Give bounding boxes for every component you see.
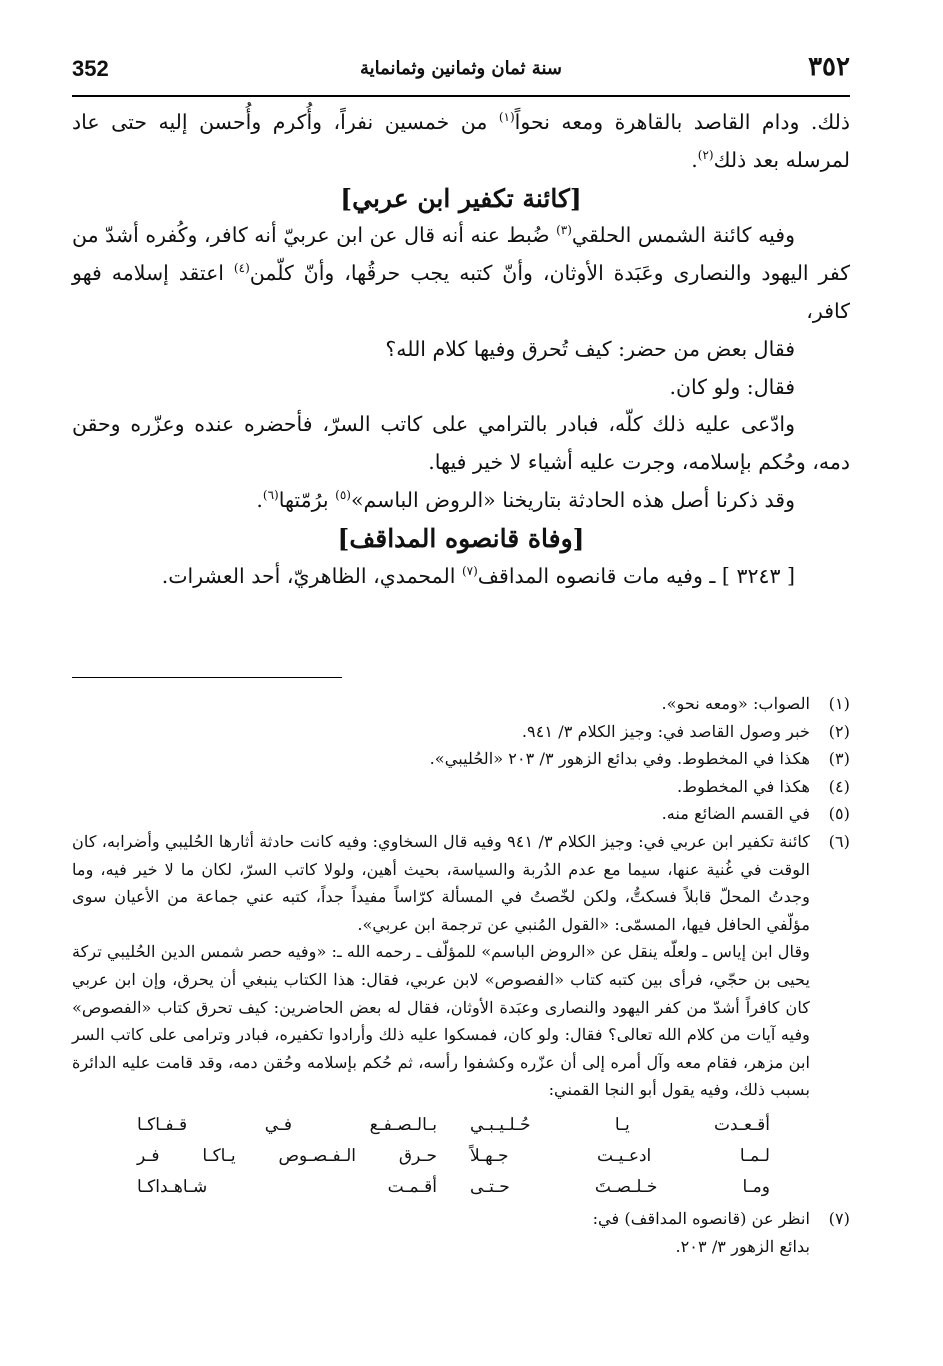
footnote-ref: (٢): [697, 147, 714, 162]
footnote-ref: (٦): [262, 488, 279, 503]
poem-hemistich: حـرق الـفـصـوص يـاكـا فـر: [137, 1145, 437, 1166]
footnote-text: هكذا في المخطوط. وفي بدائع الزهور ٣/ ٢٠٣ «الحُليبي».: [429, 749, 810, 769]
footnote: [72, 773, 850, 801]
paragraph: وادّعى عليه ذلك كلّه، فبادر بالترامي على كاتب السرّ، فأحضره عنده وعزّره وحقن دمه، وحُكم بإسلامه، وجرت عليه أشياء لا خير فيها.: [72, 412, 850, 475]
footnote: [72, 690, 850, 718]
footnote-number: (٣): [828, 749, 850, 769]
footnotes: [72, 690, 850, 1260]
footnote: [72, 1205, 850, 1260]
footnote: [72, 800, 850, 828]
footnote-text: خبر وصول القاصد في: وجيز الكلام ٣/ ٩٤١.: [521, 721, 810, 741]
footnote-text: كائنة تكفير ابن عربي في: وجيز الكلام ٣/ ٩٤١ وفيه قال السخاوي: وفيه كانت حادثة أثارها الحُليبي وأضرابه، كان الوقت في غُنية عنها، سيما مع عدم الدُربة والسياسة، بحيث أهين، ولولا كاتب السرّ، لكان ما لا خير فيه، وما وجدتُ المحلّ قابلاً فسكتُّ، ولكن لخّصتُ في المسألة كرّاساً مفيداً جداً، كتبه عني جماعة من الأعيان سوى مؤلّفي الحافل فيها، المسمّى: «القول المُنبي عن ترجمة ابن عربي».: [72, 831, 810, 934]
poem-verse: [72, 1174, 810, 1205]
poem-verse: [72, 1143, 810, 1174]
paragraph: وفيه كائنة الشمس الحلقي$^{(٣)}$ ضُبط عنه أنه قال عن ابن عربيّ أنه كافر، وكُفره أشدّ من كفر اليهود والنصارى وعَبَدة الأوثان، وأنّ كتبه يجب حرقُها، وأنّ كلّمن$^{(٤)}$ اعتقد إسلامه فهو كافر،: [72, 223, 850, 323]
section-heading: [وفاة قانصوه المداقف]: [337, 523, 585, 553]
footnote-ref: (٥): [335, 488, 351, 503]
poem-hemistich: أقـمـت شـاهـداكـا: [137, 1176, 437, 1197]
footnote-text: في القسم الضائع منه.: [661, 804, 810, 824]
paragraph: وقد ذكرنا أصل هذه الحادثة بتاريخنا «الروض الباسم»$^{(٥)}$ برُمّتها$^{(٦)}$.: [256, 487, 795, 512]
poem-verse: [72, 1112, 810, 1143]
footnote: [72, 828, 850, 1205]
poem-hemistich: بـالـصـفـع فـي قـفـاكـا: [137, 1114, 437, 1135]
footnote-ref: (١): [498, 110, 515, 125]
main-text: [72, 104, 850, 595]
footnote-number: (٢): [828, 721, 850, 741]
poem-hemistich: لـمـا ادعـيـت جـهـلاً: [470, 1145, 770, 1166]
footnote-ref: (٤): [233, 261, 250, 276]
footnote: [72, 718, 850, 746]
page-number-arabic: ٣٥٢: [808, 52, 850, 82]
footnote-text: بدائع الزهور ٣/ ٢٠٣.: [675, 1236, 810, 1256]
paragraph: فقال بعض من حضر: كيف تُحرق وفيها كلام الله؟: [385, 336, 795, 361]
footnote-number: (٧): [828, 1208, 850, 1228]
page-number-latin: 352: [72, 56, 109, 81]
running-title: سنة ثمان وثمانين وثمانماية: [360, 58, 562, 79]
poem: [72, 1112, 810, 1205]
footnote-number: (٤): [828, 776, 850, 796]
footnote-text: وقال ابن إياس ـ ولعلّه ينقل عن «الروض الباسم» للمؤلّف ـ رحمه الله ـ: «وفيه حصر شمس الدين الحُليبي تركة يحيى بن حجّي، فرأى بين كتبه كتاب «الفصوص» لابن عربي، فقال: هذا الكتاب ينبغي أن يحرق، وإن ابن عربي كان كافراً أشدّ من كفر اليهود والنصارى وعبَدة الأوثان، فقال له بعض الحاضرين: كيف تحرق كتاب «الفصوص» وفيه آيات من كلام الله تعالى؟ فقال: ولو كان، فمسكوا عليه ذلك وأرادوا تكفيره، فبادر وترامى على كاتب السر ابن مزهر، فقام معه وآل أمره إلى أن عزّره وكشفوا رأسه، ثم حُكم بإسلامه وحُقن دمه، وقد قامت عليه الدائرة بسبب ذلك، وفيه يقول أبو النجا القمني:: [72, 942, 810, 1100]
footnote-text: الصواب: «ومعه نحو».: [661, 694, 810, 713]
section-heading: [كائنة تكفير ابن عربي]: [340, 183, 582, 213]
poem-hemistich: أقـعـدت يـا حُـلـيـبـي: [470, 1114, 770, 1135]
footnote-text: انظر عن (قانصوه المداقف) في:: [592, 1208, 810, 1228]
paragraph: ذلك. ودام القاصد بالقاهرة ومعه نحواً$^{(١)}$ من خمسين نفراً، وأُكرم وأُحسن إليه حتى عاد لمرسله بعد ذلك$^{(٢)}$.: [72, 110, 850, 172]
footnote-number: (١): [828, 694, 850, 713]
footnote-text: هكذا في المخطوط.: [677, 776, 810, 796]
paragraph: [ ٣٢٤٣ ] ـ وفيه مات قانصوه المداقف$^{(٧)}$ المحمدي، الظاهريّ، أحد العشرات.: [161, 563, 795, 588]
footnote-ref: (٣): [556, 223, 572, 238]
footnote-separator: [72, 677, 342, 678]
footnote-number: (٥): [828, 804, 850, 824]
footnote: [72, 745, 850, 773]
paragraph: فقال: ولو كان.: [669, 374, 795, 399]
footnote-number: (٦): [828, 831, 850, 851]
poem-hemistich: ومـا خـلـصـتَ حـتـى: [470, 1176, 770, 1197]
page-header: [72, 52, 850, 92]
header-rule: [72, 95, 850, 97]
footnote-ref: (٧): [461, 563, 478, 578]
